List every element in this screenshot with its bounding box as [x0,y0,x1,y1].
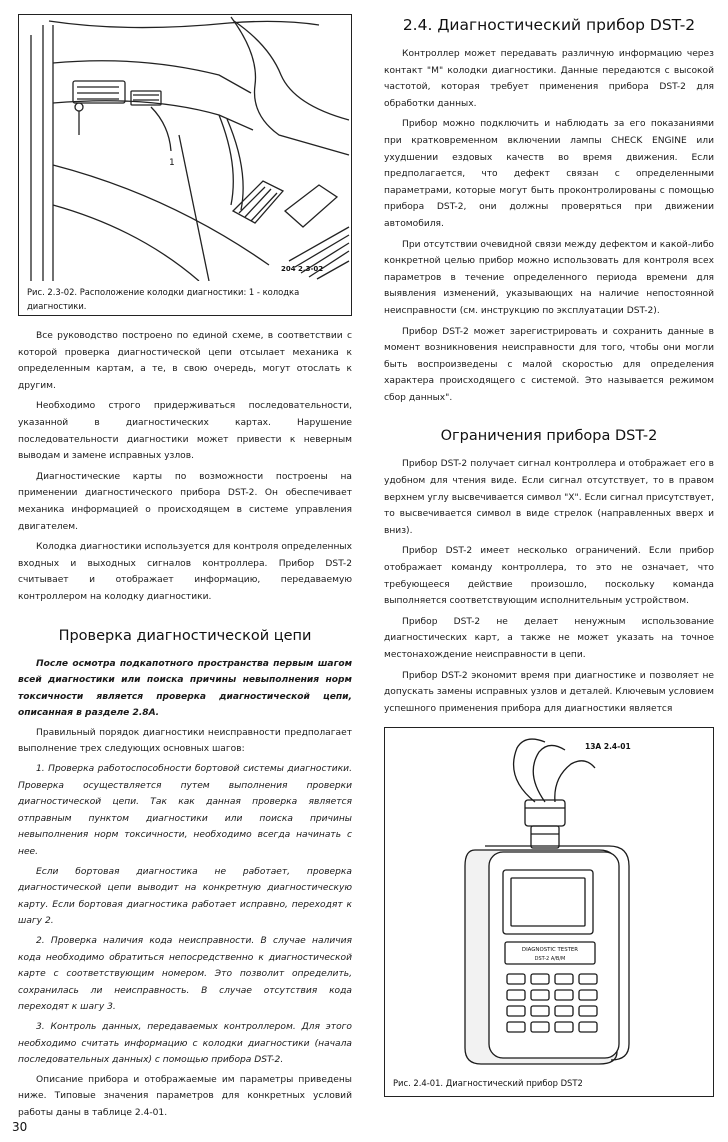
limits-section-body [384,456,714,717]
paragraph: Диагностические карты по возможности построены на применении диагностического прибора DST-2. Он обеспечивает механика информацией о происходящем в системе управления двигателем. [18,471,352,532]
figure-connector-location [18,14,352,316]
paragraph: Прибор DST-2 может зарегистрировать и сохранить данные в момент возникновения неисправности для того, чтобы они могли быть воспроизведены с малой скоростью для определения характера происходящего с системой. Это называется режимом сбор данных". [384,326,714,403]
paragraph: Необходимо строго придерживаться последовательности, указанной в диагностических картах. Нарушение последовательности диагностики может привести к неверным выводам и замене исправных узлов. [18,401,352,462]
page-number: 30 [12,1120,28,1134]
dst2-section-body [384,46,714,406]
step-3: 3. Контроль данных, передаваемых контроллером. Для этого необходимо считать информацию с колодки диагностики (начала последовательных данных) с помощью прибора DST-2. [18,1021,352,1066]
dashboard-illustration [19,15,351,281]
left-column [18,14,352,1122]
step-1: 1. Проверка работоспособности бортовой системы диагностики. Проверка осуществляется путем выполнения проверки диагностической цепи. Так как данная проверка является отправным пунктом диагностики или поиска причины невыполнения норм токсичности, необходимо всегда начинать с нее. [18,764,352,858]
paragraph: После осмотра подкапотного пространства первым шагом всей диагностики или поиска причины невыполнения норм токсичности является проверка диагностической цепи, описанная в разделе 2.8А. [18,658,352,719]
paragraph: Правильный порядок диагностики неисправности предполагает выполнение трех следующих основных шагов: [18,727,352,755]
right-column [384,14,714,1097]
paragraph: Прибор DST-2 получает сигнал контроллера и отображает его в удобном для чтения виде. Если сигнал отсутствует, то в правом верхнем углу высвечивается символ "X". Если сигнал присутствует, то высвечивается символ в виде стрелок (направленных вверх и вниз). [384,459,714,536]
paragraph: Прибор DST-2 имеет несколько ограничений. Если прибор отображает команду контроллера, то это не означает, что требующееся действие произошло, поскольку команда выполняется соответствующим исполнительным устройством. [384,546,714,607]
paragraph: Контроллер может передавать различную информацию через контакт "М" колодки диагностики. Данные передаются с высокой частотой, которая требует применения прибора DST-2 для обработки данных. [384,49,714,109]
device-label: DIAGNOSTIC TESTER [521,947,579,954]
check-section-body [18,656,352,1122]
step-1-continued: Если бортовая диагностика не работает, проверка диагностической цепи выводит на конкретную диагностическую карту. Если бортовая диагностика работает исправно, переходят к шагу 2. [18,866,352,927]
figure-code: 13А 2.4-01 [585,742,631,752]
paragraph: При отсутствии очевидной связи между дефектом и какой-либо конкретной целью прибор можно использовать для контроля всех параметров в течение определенного периода времени для выявления изменений, указывающих на наличие непостоянной неисправности (см. инструкцию по эксплуатации DST-2). [384,239,714,316]
callout-number: 1 [169,158,175,168]
step-2: 2. Проверка наличия кода неисправности. В случае наличия кода необходимо обратиться непосредственно к диагностической карте с соответствующим номером. Это позволит определить, сохранилась ли неисправность. В случае отсутствия кода переходят к шагу 3. [18,936,352,1013]
figure-dst2-device [384,727,714,1097]
figure-caption: Рис. 2.4-01. Диагностический прибор DST2 [393,1078,583,1089]
chapter-heading: 2.4. Диагностический прибор DST-2 [402,16,696,34]
device-model: DST-2 А/В/М [534,956,566,963]
paragraph: Прибор DST-2 экономит время при диагностике и позволяет не допускать замены исправных узлов и деталей. Ключевым условием успешного применения прибора для диагностики является [384,670,714,714]
paragraph: Колодка диагностики используется для контроля определенных входных и выходных сигналов контроллера. Прибор DST-2 считывает и отображает информацию, передаваемую контроллером на колодку диагностики. [18,542,352,602]
dst2-device-illustration [385,728,713,1068]
figure-code: 204 2.3-02 [281,265,324,273]
paragraph: Все руководство построено по единой схеме, в соответствии с которой проверка диагностической цепи отсылает механика к определенным картам, а те, в свою очередь, могут отослать к другим. [18,331,352,391]
section-heading: Проверка диагностической цепи [58,627,312,644]
intro-text [18,328,352,606]
figure-caption: Рис. 2.3-02. Расположение колодки диагностики: 1 - колодка диагностики. [27,287,300,311]
paragraph: Прибор DST-2 не делает ненужным использование диагностических карт, а также не может указать на точное местонахождение неисправности в цепи. [384,616,714,660]
paragraph: Прибор можно подключить и наблюдать за его показаниями при кратковременном включении лампы CHECK ENGINE или ухудшении ездовых качеств во время движения. Если предполагается, что дефект связан с определенными параметрами, которые могут быть проконтролированы с помощью прибора DST-2, они должны проверяться при движении автомобиля. [384,119,714,229]
section-heading: Ограничения прибора DST-2 [440,428,658,445]
paragraph: Описание прибора и отображаемые им параметры приведены ниже. Типовые значения параметров для конкретных условий работы даны в таблице 2.4-01. [18,1074,352,1118]
